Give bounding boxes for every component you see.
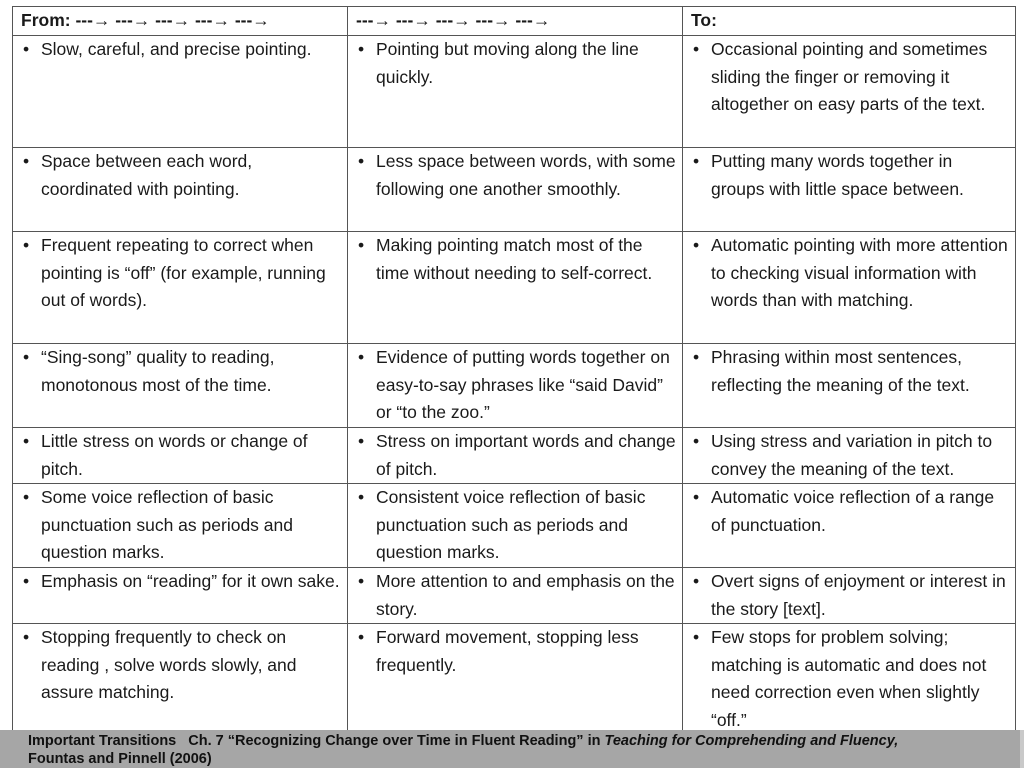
cell-text: • Forward movement, stopping less frequently. xyxy=(356,624,676,679)
table-row xyxy=(13,148,1016,232)
table-row xyxy=(13,344,1016,428)
table-cell xyxy=(348,624,683,736)
table-cell xyxy=(683,568,1016,624)
table-cell xyxy=(348,232,683,344)
cell-text: • Emphasis on “reading” for it own sake. xyxy=(21,568,341,596)
table-cell xyxy=(348,36,683,148)
table-cell xyxy=(683,36,1016,148)
cell-text: • Putting many words together in groups with little space between. xyxy=(691,148,1009,203)
cell-text: • More attention to and emphasis on the story. xyxy=(356,568,676,623)
table-cell xyxy=(348,568,683,624)
cell-text: • Making pointing match most of the time without needing to self-correct. xyxy=(356,232,676,287)
cell-text: • Stress on important words and change of pitch. xyxy=(356,428,676,483)
cell-text: • Few stops for problem solving; matching is automatic and does not need correction even when slightly “off.” xyxy=(691,624,1009,734)
footer-authors: Fountas and Pinnell (2006) xyxy=(28,751,212,767)
table-cell xyxy=(683,344,1016,428)
cell-text: • Stopping frequently to check on reading , solve words slowly, and assure matching. xyxy=(21,624,341,707)
header-row xyxy=(13,7,1016,36)
table-cell xyxy=(13,148,348,232)
table-cell xyxy=(13,36,348,148)
cell-text: • Occasional pointing and sometimes sliding the finger or removing it altogether on easy parts of the text. xyxy=(691,36,1009,119)
cell-text: • Less space between words, with some following one another smoothly. xyxy=(356,148,676,203)
header-from: From: ---→ ---→ ---→ ---→ ---→ xyxy=(13,7,348,36)
cell-text: • Overt signs of enjoyment or interest in the story [text]. xyxy=(691,568,1009,623)
cell-text: • Automatic voice reflection of a range of punctuation. xyxy=(691,484,1009,539)
cell-text: • Pointing but moving along the line quickly. xyxy=(356,36,676,91)
table-cell xyxy=(348,148,683,232)
table-row xyxy=(13,484,1016,568)
table-cell xyxy=(13,232,348,344)
table-cell xyxy=(13,428,348,484)
cell-text: • “Sing-song” quality to reading, monotonous most of the time. xyxy=(21,344,341,399)
table-cell xyxy=(348,344,683,428)
cell-text: • Some voice reflection of basic punctuation such as periods and question marks. xyxy=(21,484,341,567)
citation-line-1 xyxy=(28,732,1024,750)
footer-label: Important Transitions xyxy=(28,733,177,749)
cell-text: • Evidence of putting words together on easy-to-say phrases like “said David” or “to the zoo.” xyxy=(356,344,676,427)
cell-text: • Using stress and variation in pitch to convey the meaning of the text. xyxy=(691,428,1009,483)
table-row xyxy=(13,568,1016,624)
table-cell xyxy=(348,428,683,484)
footer-book-title: Teaching for Comprehending and Fluency, xyxy=(604,733,899,749)
cell-text: • Little stress on words or change of pitch. xyxy=(21,428,341,483)
cell-text: • Space between each word, coordinated with pointing. xyxy=(21,148,341,203)
table-cell xyxy=(683,232,1016,344)
cell-text: • Consistent voice reflection of basic punctuation such as periods and question marks. xyxy=(356,484,676,567)
table-cell xyxy=(683,148,1016,232)
table-row xyxy=(13,232,1016,344)
slide-edge xyxy=(1020,730,1024,768)
table-cell xyxy=(683,624,1016,736)
table-cell xyxy=(348,484,683,568)
table-cell xyxy=(13,568,348,624)
table-row xyxy=(13,428,1016,484)
footer-citation: Ch. 7 “Recognizing Change over Time in Fluent Reading” in xyxy=(188,733,601,749)
table-cell xyxy=(13,344,348,428)
transitions-table xyxy=(12,6,1016,736)
table-cell xyxy=(13,484,348,568)
cell-text: • Slow, careful, and precise pointing. xyxy=(21,36,341,64)
transitions-table-container xyxy=(12,6,1015,730)
table-cell xyxy=(683,484,1016,568)
citation-footer xyxy=(0,730,1024,768)
header-to: To: xyxy=(683,7,1016,36)
cell-text: • Phrasing within most sentences, reflecting the meaning of the text. xyxy=(691,344,1009,399)
table-row xyxy=(13,36,1016,148)
cell-text: • Frequent repeating to correct when pointing is “off” (for example, running out of words). xyxy=(21,232,341,315)
table-cell xyxy=(13,624,348,736)
table-row xyxy=(13,624,1016,736)
header-middle: ---→ ---→ ---→ ---→ ---→ xyxy=(348,7,683,36)
table-body xyxy=(13,36,1016,736)
cell-text: • Automatic pointing with more attention to checking visual information with words than with matching. xyxy=(691,232,1009,315)
table-cell xyxy=(683,428,1016,484)
